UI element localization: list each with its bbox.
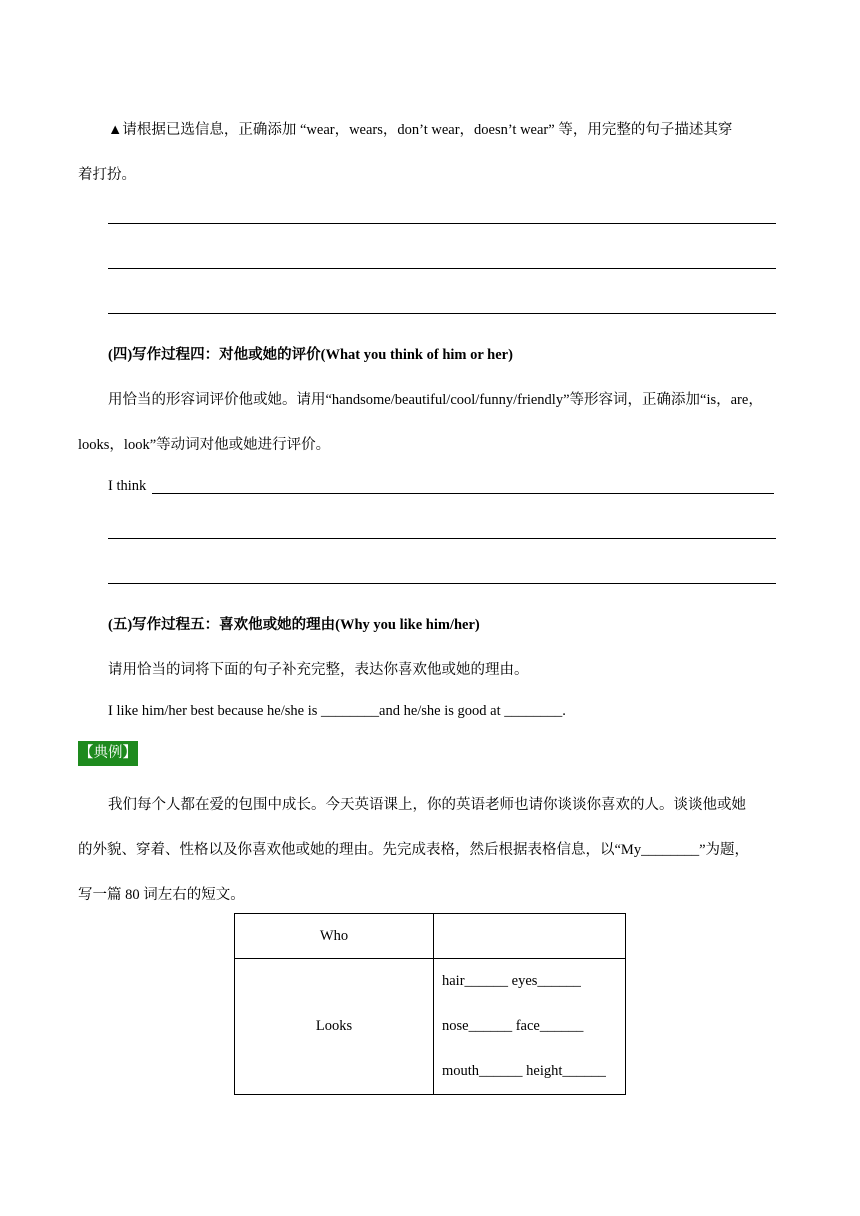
- answer-line: [108, 538, 776, 539]
- table-row: [235, 959, 626, 1095]
- answer-line: [152, 493, 774, 494]
- example-paragraph-line1: 我们每个人都在爱的包围中成长。今天英语课上，你的英语老师也请你谈谈你喜欢的人。谈谈他或她: [108, 797, 746, 813]
- looks-line: nose______ face______: [442, 1018, 584, 1034]
- answer-line: [108, 313, 776, 314]
- section3-instruction-line1: ▲请根据已选信息，正确添加 “wear，wears，don’t wear，doesn’t wear” 等，用完整的句子描述其穿: [108, 122, 733, 138]
- looks-label-cell: Looks: [235, 959, 434, 1095]
- section5-sentence: I like him/her best because he/she is ________and he/she is good at ________.: [108, 703, 566, 719]
- table-row: [235, 914, 626, 959]
- answer-line: [108, 223, 776, 224]
- info-table: [234, 913, 626, 1095]
- section4-heading: (四)写作过程四：对他或她的评价(What you think of him or her): [108, 347, 513, 363]
- i-think-prompt: I think: [108, 478, 147, 494]
- who-value-cell[interactable]: [434, 914, 626, 959]
- section3-instruction-line2: 着打扮。: [78, 167, 136, 183]
- example-paragraph-line3: 写一篇 80 词左右的短文。: [78, 887, 245, 903]
- answer-line: [108, 583, 776, 584]
- answer-line: [108, 268, 776, 269]
- looks-value-cell[interactable]: [434, 959, 626, 1095]
- section5-instruction: 请用恰当的词将下面的句子补充完整，表达你喜欢他或她的理由。: [108, 662, 529, 678]
- example-paragraph-line2: 的外貌、穿着、性格以及你喜欢他或她的理由。先完成表格，然后根据表格信息，以“My________”为题，: [78, 842, 750, 858]
- example-tag: 【典例】: [78, 741, 138, 766]
- section4-instruction-line2: looks，look”等动词对他或她进行评价。: [78, 437, 331, 453]
- who-label-cell: Who: [235, 914, 434, 959]
- looks-line: mouth______ height______: [442, 1063, 606, 1079]
- section5-heading: (五)写作过程五：喜欢他或她的理由(Why you like him/her): [108, 617, 480, 633]
- looks-line: hair______ eyes______: [442, 973, 581, 989]
- section4-instruction-line1: 用恰当的形容词评价他或她。请用“handsome/beautiful/cool/funny/friendly”等形容词，正确添加“is，are，: [108, 392, 763, 408]
